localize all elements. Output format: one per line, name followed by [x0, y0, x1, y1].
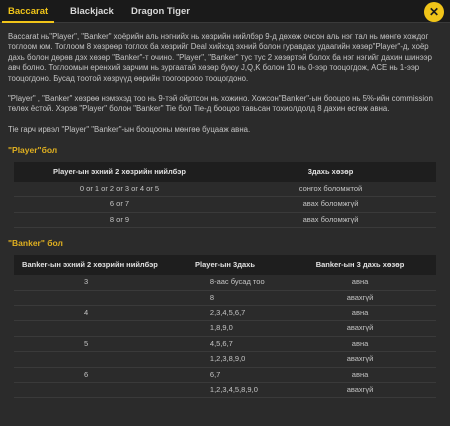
- banker-rules-table: [14, 255, 436, 399]
- column-header: 3дахь хөзөр: [225, 162, 436, 182]
- table-cell: 0 or 1 or 2 or 3 or 4 or 5: [14, 182, 225, 197]
- table-row: [14, 212, 436, 227]
- table-header-row: [14, 162, 436, 182]
- rules-content: [8, 32, 438, 408]
- table-cell: 8 or 9: [14, 212, 225, 227]
- table-cell: авахгүй: [284, 352, 436, 367]
- table-cell: авна: [284, 336, 436, 351]
- player-section-title: "Player"бол: [8, 145, 58, 156]
- tab-blackjack[interactable]: Blackjack: [70, 6, 114, 17]
- table-cell: 2,3,4,5,6,7: [166, 305, 284, 320]
- table-cell: сонгох боломжтой: [225, 182, 436, 197]
- tab-baccarat[interactable]: Baccarat: [2, 0, 54, 23]
- banker-section-title: "Banker" бол: [8, 238, 63, 249]
- table-row: [14, 336, 436, 351]
- table-cell: 8-аас бусад тоо: [166, 275, 284, 290]
- table-row: [14, 367, 436, 382]
- tab-dragon-tiger[interactable]: Dragon Tiger: [131, 6, 190, 17]
- table-cell: 4,5,6,7: [166, 336, 284, 351]
- rules-paragraph-intro: Baccarat нь"Player", "Banker" хоёрийн аль нэгнийх нь хөзрийн нийлбэр 9-д дөхөж очсон аль нэг тал нь мөнгө хождог тоглоом юм. Тоглоом 8 хөзрөөр тоглох ба хөзрийг Deal хийхэд эхний болон гуравдах удаагийн хөзөр"Player"-д, хоёр дахь болон дөрөв дэх хөзөр "Banker"-т очино. "Player", "Banker" тус тус 2 хөзөртэй болох ба нэг нэгийг дахин шинээр авч болно. Тоглоомын еренхий зарчим нь зургаатай хөзөр буюу J,Q,K болон 10 нь 0-ээр тооцогдож, ACE нь 1-ээр тооцогдоно. Бусад тоотой хөзрүүд өөрийн тоогоорооо тооцогдоно.: [8, 32, 432, 83]
- table-row: [14, 290, 436, 305]
- table-cell: [14, 321, 166, 336]
- rules-paragraph-tie: Tie гарч ирвэл "Player" "Banker"-ын бооцооны мөнгөө буцааж авна.: [8, 124, 251, 134]
- table-cell: авахгүй: [284, 382, 436, 397]
- column-header: Banker-ын 3 дахь хөзөр: [284, 255, 436, 275]
- column-header: Player-ын эхний 2 хөзрийн нийлбэр: [14, 162, 225, 182]
- table-cell: 6,7: [166, 367, 284, 382]
- table-cell: [14, 290, 166, 305]
- table-cell: 6 or 7: [14, 197, 225, 212]
- rules-paragraph-winning: "Player" , "Banker" хөзрөө нэмэхэд тоо нь 9-тэй ойртсон нь хожино. Хожсон"Banker"-ын бооцоо нь 5%-ийн commission төлөх ёстой. Хэрэв "Player" болон "Banker" Tie бол Tie-д бооцоо тавьсан тохиолдолд 8 дахин өсгөж авна.: [8, 94, 433, 114]
- player-rules-table: [14, 162, 436, 229]
- table-header-row: [14, 255, 436, 275]
- column-header: Banker-ын эхний 2 хөзрийн нийлбэр: [14, 255, 166, 275]
- table-cell: 4: [14, 305, 166, 320]
- table-cell: авна: [284, 305, 436, 320]
- table-cell: авна: [284, 367, 436, 382]
- table-row: [14, 382, 436, 397]
- table-row: [14, 275, 436, 290]
- table-cell: 1,2,3,4,5,8,9,0: [166, 382, 284, 397]
- table-cell: 5: [14, 336, 166, 351]
- table-cell: авах боломжгүй: [225, 212, 436, 227]
- close-icon[interactable]: ✕: [424, 2, 444, 22]
- table-cell: 8: [166, 290, 284, 305]
- table-row: [14, 321, 436, 336]
- table-cell: 1,2,3,8,9,0: [166, 352, 284, 367]
- table-cell: 3: [14, 275, 166, 290]
- table-cell: авахгүй: [284, 290, 436, 305]
- table-cell: 1,8,9,0: [166, 321, 284, 336]
- table-cell: [14, 382, 166, 397]
- table-cell: авахгүй: [284, 321, 436, 336]
- table-row: [14, 305, 436, 320]
- table-cell: авна: [284, 275, 436, 290]
- table-cell: 6: [14, 367, 166, 382]
- table-row: [14, 352, 436, 367]
- column-header: Player-ын 3дахь: [166, 255, 284, 275]
- table-cell: авах боломжгүй: [225, 197, 436, 212]
- table-row: [14, 197, 436, 212]
- table-row: [14, 182, 436, 197]
- game-tab-bar: [0, 0, 450, 23]
- table-cell: [14, 352, 166, 367]
